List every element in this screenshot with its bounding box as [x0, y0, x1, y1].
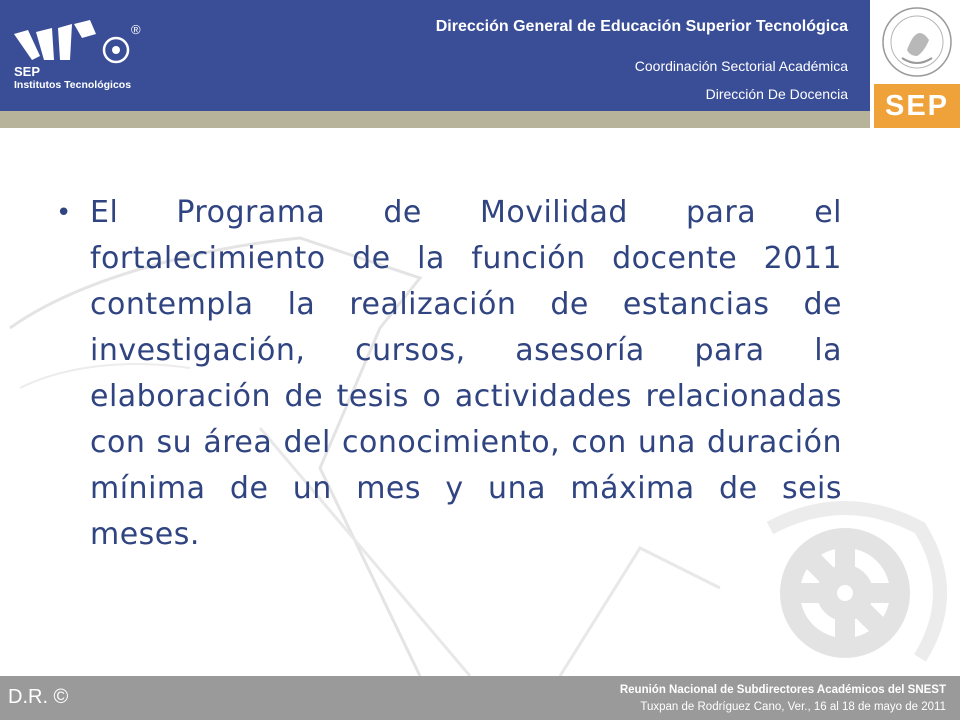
header-bar: [0, 0, 870, 111]
logo-sep-text: SEP: [14, 64, 41, 79]
sep-badge: SEP: [874, 84, 960, 128]
footer-location-date: Tuxpan de Rodríguez Cano, Ver., 16 al 18 de mayo de 2011: [640, 701, 946, 713]
header-subtitle-coordinacion: Coordinación Sectorial Académica: [634, 58, 848, 74]
copyright-label: D.R. ©: [8, 686, 69, 708]
footer-event-title: Reunión Nacional de Subdirectores Académicos del SNEST: [619, 684, 946, 696]
registered-mark: ®: [131, 22, 141, 37]
footer-bar: [0, 676, 960, 720]
mexican-seal-icon: [874, 0, 960, 84]
seal-panel: [874, 0, 960, 84]
slide-body: [56, 190, 842, 558]
bullet-text: El Programa de Movilidad para el fortalecimiento de la función docente 2011 contempla la realización de estancias de investigación, cursos, asesoría para la elaboración de tesis o actividades relacionadas con su área del conocimiento, con una duración mínima de un mes y una máxima de seis meses.: [90, 195, 842, 552]
header-subtitle-direccion: Dirección De Docencia: [705, 86, 848, 102]
logo-institutos-text: Institutos Tecnológicos: [14, 79, 132, 91]
bullet-icon: •: [56, 198, 72, 228]
header-stripe: [0, 111, 870, 128]
page-header-title: Dirección General de Educación Superior Tecnológica: [435, 18, 848, 35]
bullet-item: [56, 190, 842, 558]
tec-logo-icon: [14, 20, 164, 92]
